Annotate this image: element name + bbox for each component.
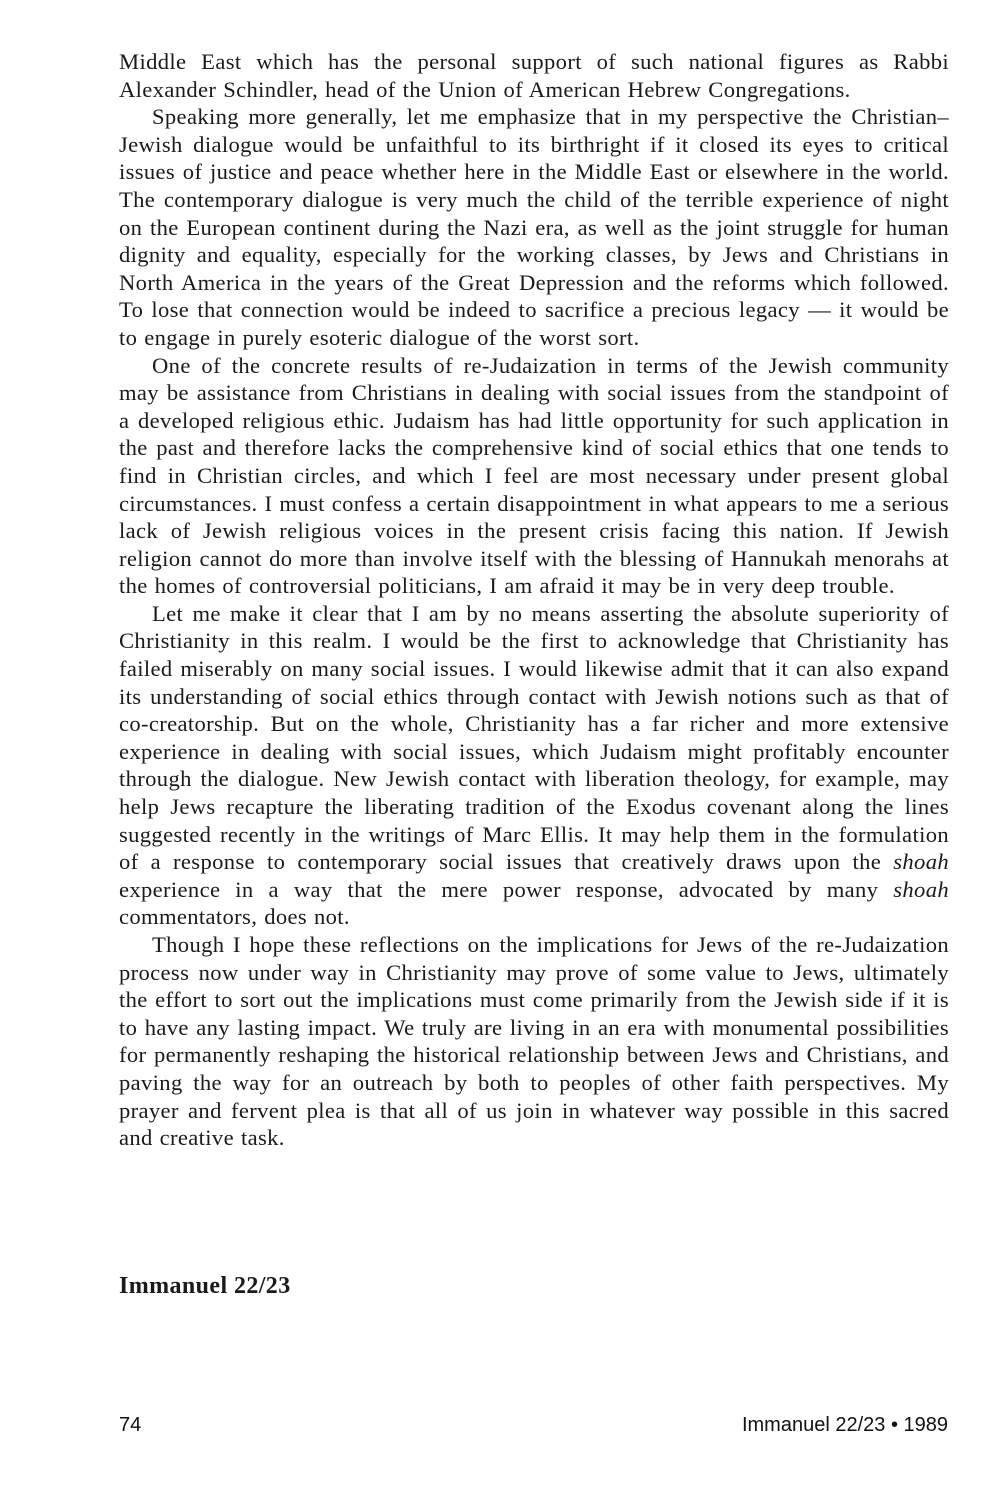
paragraph-5: Though I hope these reflections on the implications for Jews of the re-Judaization process now under way in Christianity may prove of some value to Jews, ultimately the effort to sort out the implications must come primarily from the Jewish side if it is to have any lasting impact. We truly are living in an era with monumental possibilities for permanently reshaping the historical relationship between Jews and Christians, and paving the way for an outreach by both to peoples of other faith perspectives. My prayer and fervent plea is that all of us join in whatever way possible in this sacred and creative task. — [119, 932, 949, 1151]
italic-term: shoah — [893, 849, 949, 875]
italic-term: shoah — [893, 876, 949, 902]
article-body — [119, 48, 949, 1152]
running-footer: Immanuel 22/23 • 1989 — [741, 1414, 948, 1436]
paragraph-1: Middle East which has the personal support of such national figures as Rabbi Alexander Schindler, head of the Union of American Hebrew Congregations. — [119, 49, 949, 102]
page-number: 74 — [119, 1414, 142, 1436]
paragraph-3: One of the concrete results of re-Judaization in terms of the Jewish community may be assistance from Christians in dealing with social issues from the standpoint of a developed religious ethic. Judaism has had little opportunity for such application in the past and therefore lacks the comprehensive kind of social ethics that one tends to find in Christian circles, and which I feel are most necessary under present global circumstances. I must confess a certain disappointment in what appears to me a serious lack of Jewish religious voices in the present crisis facing this nation. If Jewish religion cannot do more than involve itself with the blessing of Hannukah menorahs at the homes of controversial politicians, I am afraid it may be in very deep trouble. — [119, 352, 949, 599]
paragraph-2: Speaking more generally, let me emphasize that in my perspective the Christian–Jewish dialogue would be unfaithful to its birthright if it closed its eyes to critical issues of justice and peace whether here in the Middle East or elsewhere in the world. The contemporary dialogue is very much the child of the terrible experience of night on the European continent during the Nazi era, as well as the joint struggle for human dignity and equality, especially for the working classes, by Jews and Christians in North America in the years of the Great Depression and the reforms which followed. To lose that connection would be indeed to sacrifice a precious legacy — it would be to engage in purely esoteric dialogue of the worst sort. — [119, 104, 949, 350]
paragraph-4: Let me make it clear that I am by no means asserting the absolute superiority of Christianity in this realm. I would be the first to acknowledge that Christianity has failed miserably on many social issues. I would likewise admit that it can also expand its understanding of social ethics through contact with Jewish notions such as that of co-creatorship. But on the whole, Christianity has a far richer and more extensive experience in dealing with social issues, which Judaism might profitably encounter through the dialogue. New Jewish contact with liberation theology, for example, may help Jews recapture the liberating tradition of the Exodus covenant along the lines suggested recently in the writings of Marc Ellis. It may help them in the formulation of a response to contemporary social issues that creatively draws upon the shoah experience in a way that the mere power response, advocated by many shoah commentators, does not. — [119, 600, 949, 930]
journal-signature: Immanuel 22/23 — [119, 1273, 291, 1299]
